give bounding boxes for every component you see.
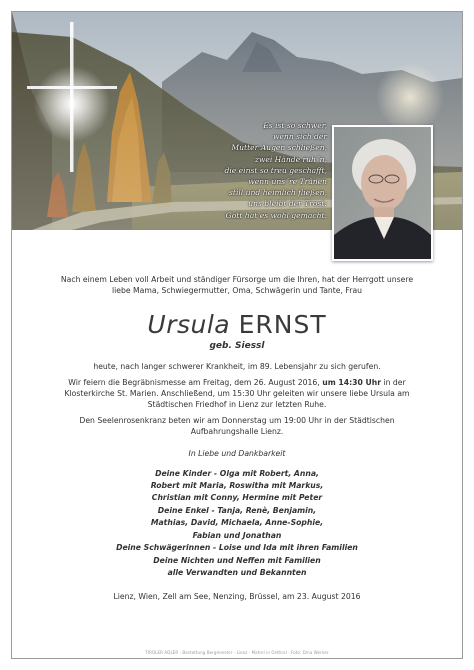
poem-line: Mutter Augen schließen,	[231, 143, 327, 153]
poem-line: Gott hat es wohl gemacht.	[225, 210, 327, 220]
poem-line: wenn sich der	[272, 132, 327, 142]
mourner-line: Deine Enkel - Tanja, Renè, Benjamin,	[157, 505, 317, 515]
first-name: Ursula	[147, 309, 231, 339]
mourner-line: Deine Kinder - Olga mit Robert, Anna,	[155, 468, 319, 478]
place-and-date: Lienz, Wien, Zell am See, Nenzing, Brüssel, am 23. August 2016	[113, 592, 361, 602]
poem-line: Es ist so schwer,	[263, 121, 327, 130]
mourners-list	[12, 468, 462, 580]
mass-text-after: in der Klosterkirche St. Marien. Anschließend, um 15:30 Uhr geleiten wir unsere liebe Ursula am Städtischen Friedhof in Lienz zur letzten Ruhe.	[64, 377, 410, 410]
mourner-line: Christian mit Conny, Hermine mit Peter	[151, 493, 323, 503]
mourner-line: Mathias, David, Michaela, Anne-Sophie,	[150, 518, 324, 528]
mass-time: um 14:30 Uhr	[322, 377, 382, 387]
poem	[127, 120, 327, 221]
mourner-line: Fabian und Jonathan	[192, 530, 282, 540]
obituary-text	[12, 230, 462, 603]
funeral-mass-text	[12, 377, 462, 411]
poem-line: wenn uns´re Tränen	[248, 177, 327, 187]
obituary-page	[11, 11, 463, 659]
poem-line: die einst so treu geschafft,	[224, 165, 327, 175]
rosary-text: Den Seelenrosenkranz beten wir am Donnerstag um 19:00 Uhr in der Städtischen Aufbahrungshalle Lienz.	[79, 415, 395, 437]
mass-text-before: Wir feiern die Begräbnismesse am Freitag, dem 26. August 2016,	[68, 377, 323, 387]
maiden-name: geb. Siessl	[209, 340, 265, 351]
footer-credits: TIROLER ADLER · Bestattung Bergmeister · Lienz · Matrei in Osttirol · Foto: Dina Werner	[145, 650, 329, 655]
passing-text: heute, nach langer schwerer Krankheit, im 89. Lebensjahr zu sich gerufen.	[93, 361, 381, 371]
gratitude-text: In Liebe und Dankbarkeit	[188, 449, 286, 459]
poem-line: zwei Hände ruh´n,	[254, 154, 327, 164]
poem-line: still und heimlich fließen,	[229, 188, 327, 198]
deceased-name	[12, 311, 462, 339]
intro-text: Nach einem Leben voll Arbeit und ständiger Fürsorge um die Ihren, hat der Herrgott unsere liebe Mama, Schwiegermutter, Oma, Schwägerin und Tante, Frau	[60, 275, 414, 296]
mourner-line: Deine Nichten und Neffen mit Familien	[153, 555, 321, 565]
mourner-line: Deine Schwägerinnen - Loise und Ida mit ihren Familien	[116, 543, 358, 553]
mourner-line: alle Verwandten und Bekannten	[167, 567, 307, 577]
surname: ERNST	[238, 309, 327, 339]
poem-line: uns bleibt der Trost:	[248, 199, 327, 209]
mourner-line: Robert mit Maria, Roswitha mit Markus,	[150, 481, 324, 491]
